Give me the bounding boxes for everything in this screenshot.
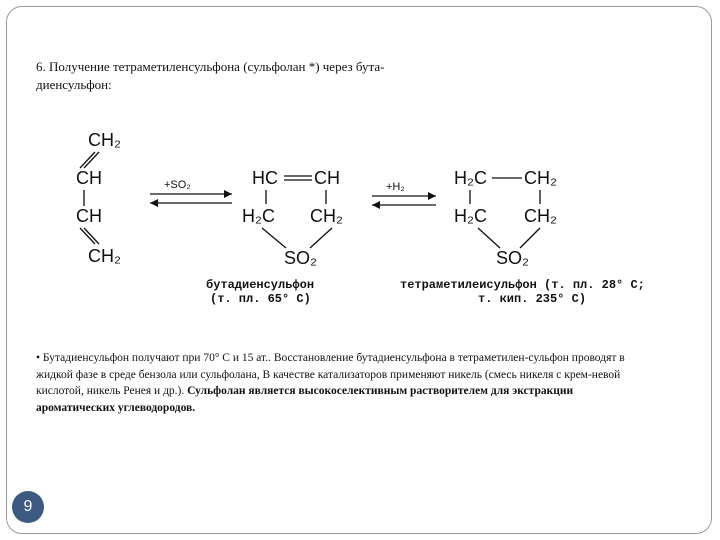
sulfolane-top-left: H₂C <box>454 168 487 188</box>
sulfolane-top-right: CH₂ <box>524 168 557 188</box>
butadiene-c4: CH₂ <box>88 246 121 266</box>
page-number-badge: 9 <box>12 491 44 523</box>
sulfolane-bottom-left: H₂C <box>454 206 487 226</box>
sulfolane-so2: SO₂ <box>496 248 529 268</box>
double-bond-1a <box>80 152 95 168</box>
forward-arrowhead-2 <box>428 192 436 200</box>
body-paragraph <box>36 350 646 416</box>
sulfone-so2: SO₂ <box>284 248 317 268</box>
heading-line-2: диенсульфон: <box>36 77 112 92</box>
sulfone-right-s-bond <box>310 228 332 248</box>
sulfone-top-right: CH <box>314 168 340 188</box>
heading-line-1: 6. Получение тетраметиленсульфона (сульфолан *) через бута- <box>36 59 385 74</box>
butadiene-c2: CH <box>76 168 102 188</box>
caption-sulfone-name: бутадиенсульфон <box>206 278 315 292</box>
reverse-arrowhead-2 <box>372 201 380 209</box>
reagent-so2: +SO₂ <box>164 179 191 191</box>
sulfolane-left-s-bond <box>478 228 500 248</box>
paragraph-bold-text: Сульфолан является высокоселективным растворителем для экстракции ароматических углеводородов. <box>36 385 574 414</box>
bullet-mark: • <box>36 352 41 364</box>
caption-sulfolane-name: тетраметилеисульфон (т. пл. 28° С; <box>400 278 645 292</box>
reverse-arrowhead-1 <box>150 199 158 207</box>
sulfolane-bottom-right: CH₂ <box>524 206 557 226</box>
reagent-h2: +H₂ <box>386 181 405 193</box>
double-bond-2b <box>84 228 99 244</box>
sulfone-bottom-right: CH₂ <box>310 206 343 226</box>
sulfone-top-left: HC <box>252 168 278 188</box>
caption-sulfolane-bp: т. кип. 235° С) <box>478 292 587 306</box>
forward-arrowhead-1 <box>224 190 232 198</box>
sulfolane-right-s-bond <box>520 228 540 248</box>
paragraph-text: Бутадиенсульфон получают при 70° С и 15 ат.. Восстановление бутадиенсульфона в тетраметилен-сульфон проводят в жидкой фазе в среде бензола или сульфолана, В качестве катализаторов применяют никель (смесь никеля с крем-невой кислотой, никель Ренея и др.). <box>36 352 625 397</box>
sulfone-bottom-left: H₂C <box>242 206 275 226</box>
caption-sulfone-mp: (т. пл. 65° С) <box>210 292 311 306</box>
butadiene-c3: CH <box>76 206 102 226</box>
butadiene-c1: CH₂ <box>88 130 121 150</box>
sulfone-left-s-bond <box>262 228 286 248</box>
double-bond-1b <box>84 152 99 168</box>
double-bond-2a <box>80 228 95 244</box>
